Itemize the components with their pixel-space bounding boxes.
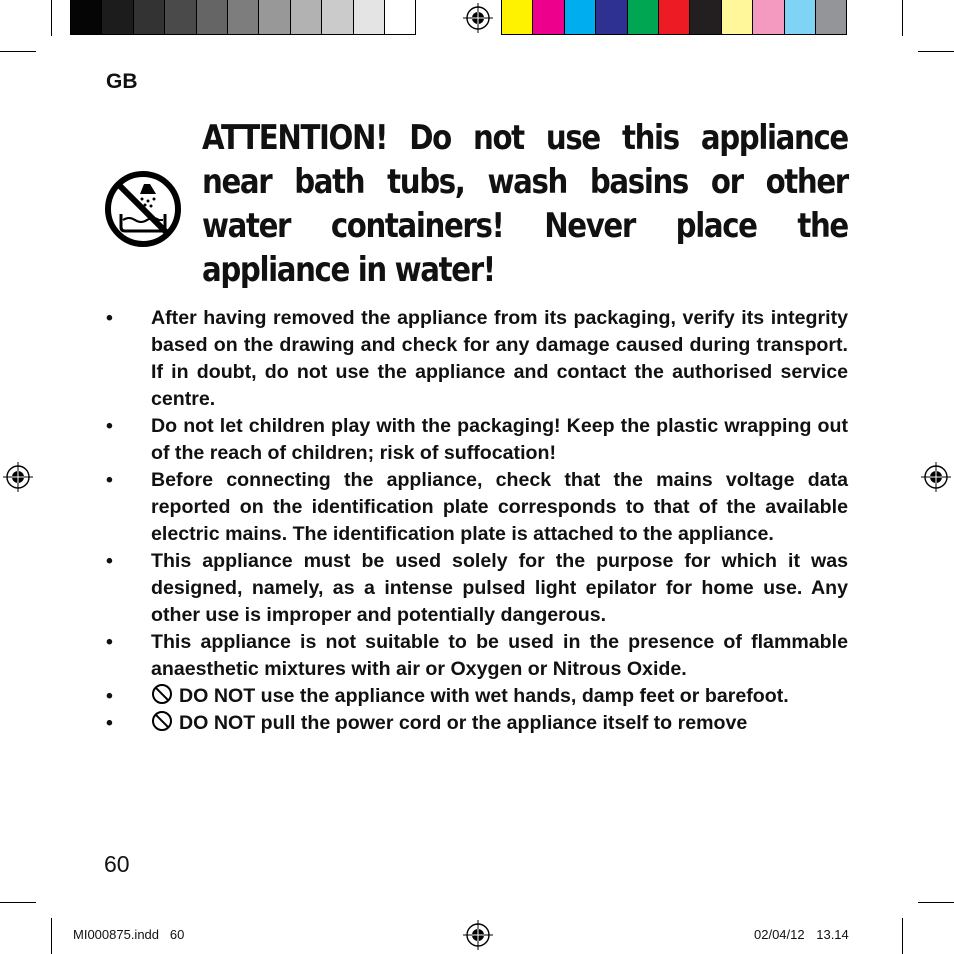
instruction-text: Do not let children play with the packaging! Keep the plastic wrapping out of the reach of children; risk of suffocation! xyxy=(151,415,848,464)
no-water-immersion-icon xyxy=(104,170,182,248)
crop-mark xyxy=(902,918,903,954)
color-swatch xyxy=(565,0,596,34)
bullet-icon: • xyxy=(106,712,113,734)
registration-mark-icon xyxy=(463,920,493,950)
gray-swatch xyxy=(197,0,228,34)
instruction-text: DO NOT pull the power cord or the appliance itself to remove xyxy=(179,712,748,734)
page-number: 60 xyxy=(104,851,130,877)
list-item xyxy=(106,305,848,413)
bullet-icon: • xyxy=(106,550,113,572)
color-swatch xyxy=(753,0,784,34)
list-item xyxy=(106,467,848,548)
process-color-bar xyxy=(501,0,847,35)
gray-swatch xyxy=(291,0,322,34)
gray-swatch xyxy=(165,0,196,34)
warning-headline: ATTENTION! Do not use this appliance near bath tubs, wash basins or other water containers! Never place the appliance in water! xyxy=(202,118,848,290)
grayscale-color-bar xyxy=(70,0,416,35)
gray-swatch xyxy=(322,0,353,34)
instruction-text: After having removed the appliance from its packaging, verify its integrity based on the drawing and check for any damage caused during transport. If in doubt, do not use the appliance and contact the authorised service centre. xyxy=(151,307,848,410)
list-item xyxy=(106,629,848,683)
registration-mark-icon xyxy=(463,3,493,33)
gray-swatch xyxy=(385,0,416,34)
color-swatch xyxy=(690,0,721,34)
crop-mark xyxy=(918,51,954,52)
crop-mark xyxy=(51,918,52,954)
language-code: GB xyxy=(106,70,138,93)
color-swatch xyxy=(628,0,659,34)
gray-swatch xyxy=(354,0,385,34)
color-swatch xyxy=(533,0,564,34)
gray-swatch xyxy=(102,0,133,34)
crop-mark xyxy=(918,902,954,903)
color-swatch xyxy=(659,0,690,34)
list-item xyxy=(106,548,848,629)
crop-mark xyxy=(0,51,36,52)
color-swatch xyxy=(502,0,533,34)
color-swatch xyxy=(816,0,847,34)
crop-mark xyxy=(0,902,36,903)
safety-instructions-list xyxy=(106,305,848,737)
bullet-icon: • xyxy=(106,307,113,329)
instruction-text: DO NOT use the appliance with wet hands, damp feet or barefoot. xyxy=(179,685,789,707)
crop-mark xyxy=(51,0,52,36)
registration-mark-icon xyxy=(3,462,33,492)
instruction-text: This appliance is not suitable to be used in the presence of flammable anaesthetic mixtures with air or Oxygen or Nitrous Oxide. xyxy=(151,631,848,680)
color-swatch xyxy=(722,0,753,34)
color-swatch xyxy=(785,0,816,34)
prohibition-icon xyxy=(151,710,173,732)
bullet-icon: • xyxy=(106,415,113,437)
gray-swatch xyxy=(259,0,290,34)
bullet-icon: • xyxy=(106,469,113,491)
list-item xyxy=(106,683,848,710)
crop-mark xyxy=(902,0,903,36)
bullet-icon: • xyxy=(106,631,113,653)
gray-swatch xyxy=(228,0,259,34)
footer-date-time xyxy=(754,927,849,942)
prohibition-icon xyxy=(151,683,173,705)
footer-file-name: MI000875.indd 60 xyxy=(73,927,185,942)
list-item xyxy=(106,413,848,467)
footer-time: 13.14 xyxy=(816,927,849,942)
registration-mark-icon xyxy=(921,462,951,492)
instruction-text: This appliance must be used solely for the purpose for which it was designed, namely, as a intense pulsed light epilator for home use. Any other use is improper and potentially dangerous. xyxy=(151,550,848,626)
gray-swatch xyxy=(71,0,102,34)
list-item xyxy=(106,710,848,737)
bullet-icon: • xyxy=(106,685,113,707)
instruction-text: Before connecting the appliance, check that the mains voltage data reported on the identification plate corresponds to that of the available electric mains. The identification plate is attached to the appliance. xyxy=(151,469,848,545)
gray-swatch xyxy=(134,0,165,34)
color-swatch xyxy=(596,0,627,34)
footer-date: 02/04/12 xyxy=(754,927,805,942)
